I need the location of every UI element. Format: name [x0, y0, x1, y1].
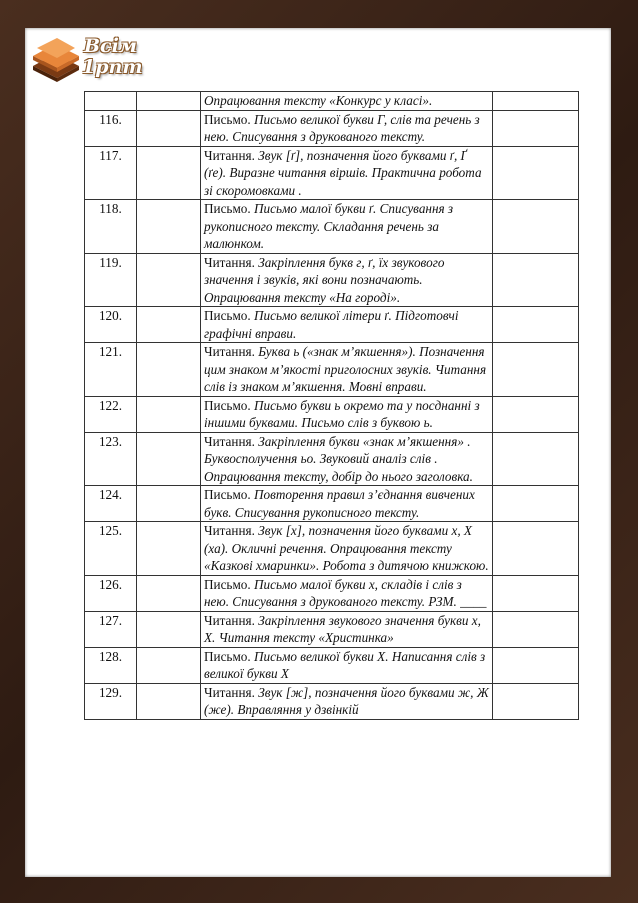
lesson-description [201, 575, 493, 611]
lesson-type: Читання. [204, 523, 255, 538]
lesson-topic: Закріплення букви «знак м’якшення» . Буквосполучення ьо. Звуковий аналіз слів . Опрацювання тексту, добір до нього заголовка. [204, 433, 473, 484]
lesson-type: Читання. [204, 147, 255, 163]
date-cell [137, 92, 201, 111]
lesson-number: 128. [85, 647, 137, 683]
date-cell [137, 683, 201, 719]
notes-cell [493, 486, 579, 522]
site-logo[interactable] [29, 32, 159, 92]
lesson-type: Письмо. [204, 487, 251, 502]
logo-text-line1: Всім [84, 35, 137, 57]
date-cell [137, 647, 201, 683]
date-cell [137, 253, 201, 307]
lesson-type: Читання. [204, 612, 255, 628]
lesson-description [201, 683, 493, 719]
lesson-topic: Опрацювання тексту «Конкурс у класі». [204, 93, 433, 108]
table-row [85, 432, 579, 486]
notes-cell [493, 146, 579, 200]
lesson-topic: Письмо великої букви Г, слів та речень з нею. Списування з друкованого тексту. [204, 111, 480, 144]
date-cell [137, 200, 201, 254]
stacked-books-icon [29, 32, 85, 88]
table-row [85, 146, 579, 200]
date-cell [137, 146, 201, 200]
lesson-description [201, 647, 493, 683]
document-page [25, 28, 611, 877]
lesson-type: Письмо. [204, 648, 251, 664]
notes-cell [493, 253, 579, 307]
lesson-type: Письмо. [204, 397, 251, 413]
lesson-type: Читання. [204, 254, 255, 270]
lesson-type: Письмо. [204, 308, 251, 323]
lesson-topic: Письмо малої букви х, складів і слів з нею. Списування з друкованого тексту. РЗМ. ____ [204, 576, 487, 609]
lesson-type: Читання. [204, 344, 255, 359]
notes-cell [493, 307, 579, 343]
notes-cell [493, 92, 579, 111]
lesson-number: 118. [85, 200, 137, 254]
notes-cell [493, 683, 579, 719]
lesson-number: 119. [85, 253, 137, 307]
lesson-type: Читання. [204, 684, 255, 700]
lesson-number: 120. [85, 307, 137, 343]
lesson-number: 124. [85, 486, 137, 522]
table-row [85, 486, 579, 522]
lesson-type: Письмо. [204, 201, 251, 216]
date-cell [137, 522, 201, 576]
notes-cell [493, 200, 579, 254]
lesson-number: 126. [85, 575, 137, 611]
date-cell [137, 343, 201, 397]
lesson-description [201, 92, 493, 111]
lesson-number: 116. [85, 110, 137, 146]
lesson-topic: Письмо малої букви ґ. Списування з рукописного тексту. Складання речень за малюнком. [204, 201, 454, 251]
table-row [85, 611, 579, 647]
lesson-topic: Письмо букви ь окремо та у посднанні з іншими буквами. Письмо слів з буквою ь. [204, 397, 480, 430]
lesson-number: 122. [85, 396, 137, 432]
lesson-topic: Письмо великої літери ґ. Підготовчі графічні вправи. [204, 308, 459, 341]
lesson-description [201, 253, 493, 307]
date-cell [137, 432, 201, 486]
lesson-topic: Буква ь («знак м’якшення»). Позначення цим знаком м’якості приголосних звуків. Читання слів із знаком м’якшення. Мовні вправи. [204, 344, 487, 394]
table-row [85, 110, 579, 146]
lesson-description [201, 307, 493, 343]
lesson-topic: Звук [ґ], позначення його буквами ґ, Ґ (ґе). Виразне читання віршів. Практична робота зі скоромовками . [204, 147, 482, 198]
lesson-description [201, 343, 493, 397]
date-cell [137, 396, 201, 432]
lesson-number [85, 92, 137, 111]
table-row [85, 92, 579, 111]
notes-cell [493, 522, 579, 576]
notes-cell [493, 110, 579, 146]
lesson-description [201, 522, 493, 576]
notes-cell [493, 575, 579, 611]
date-cell [137, 307, 201, 343]
lesson-type: Письмо. [204, 111, 251, 127]
lesson-description [201, 486, 493, 522]
notes-cell [493, 343, 579, 397]
lesson-plan-table [84, 91, 579, 720]
logo-text-line2: 1рпт [82, 56, 143, 78]
date-cell [137, 110, 201, 146]
lesson-type: Читання. [204, 433, 255, 449]
lesson-number: 117. [85, 146, 137, 200]
lesson-topic: Письмо великої букви Х. Написання слів з великої букви Х [204, 648, 486, 681]
lesson-description [201, 396, 493, 432]
lesson-number: 129. [85, 683, 137, 719]
lesson-topic: Закріплення звукового значення букви х, Х. Читання тексту «Христинка» [204, 612, 481, 645]
lesson-description [201, 110, 493, 146]
lesson-type: Письмо. [204, 576, 251, 592]
notes-cell [493, 396, 579, 432]
lesson-description [201, 611, 493, 647]
date-cell [137, 486, 201, 522]
lesson-description [201, 146, 493, 200]
lesson-topic: Повторення правил з’єднання вивчених букв. Списування рукописного тексту. [204, 487, 475, 520]
notes-cell [493, 647, 579, 683]
lesson-description [201, 432, 493, 486]
table-row [85, 253, 579, 307]
table-row [85, 396, 579, 432]
lesson-number: 123. [85, 432, 137, 486]
table-row [85, 575, 579, 611]
notes-cell [493, 611, 579, 647]
lesson-topic: Закріплення букв г, ґ, їх звукового значення і звуків, які вони позначають. Опрацювання тексту «На городі». [204, 254, 445, 305]
table-row [85, 200, 579, 254]
date-cell [137, 611, 201, 647]
table-row [85, 647, 579, 683]
lesson-topic: Звук [х], позначення його буквами х, Х (ха). Окличні речення. Опрацювання тексту «Казкові хмаринки». Робота з дитячою книжкою. [204, 523, 489, 573]
table-row [85, 307, 579, 343]
date-cell [137, 575, 201, 611]
table-row [85, 343, 579, 397]
lesson-description [201, 200, 493, 254]
lesson-number: 127. [85, 611, 137, 647]
table-row [85, 522, 579, 576]
notes-cell [493, 432, 579, 486]
lesson-topic: Звук [ж], позначення його буквами ж, Ж (же). Вправляння у дзвінкій [204, 684, 489, 717]
lesson-number: 125. [85, 522, 137, 576]
table-row [85, 683, 579, 719]
lesson-number: 121. [85, 343, 137, 397]
